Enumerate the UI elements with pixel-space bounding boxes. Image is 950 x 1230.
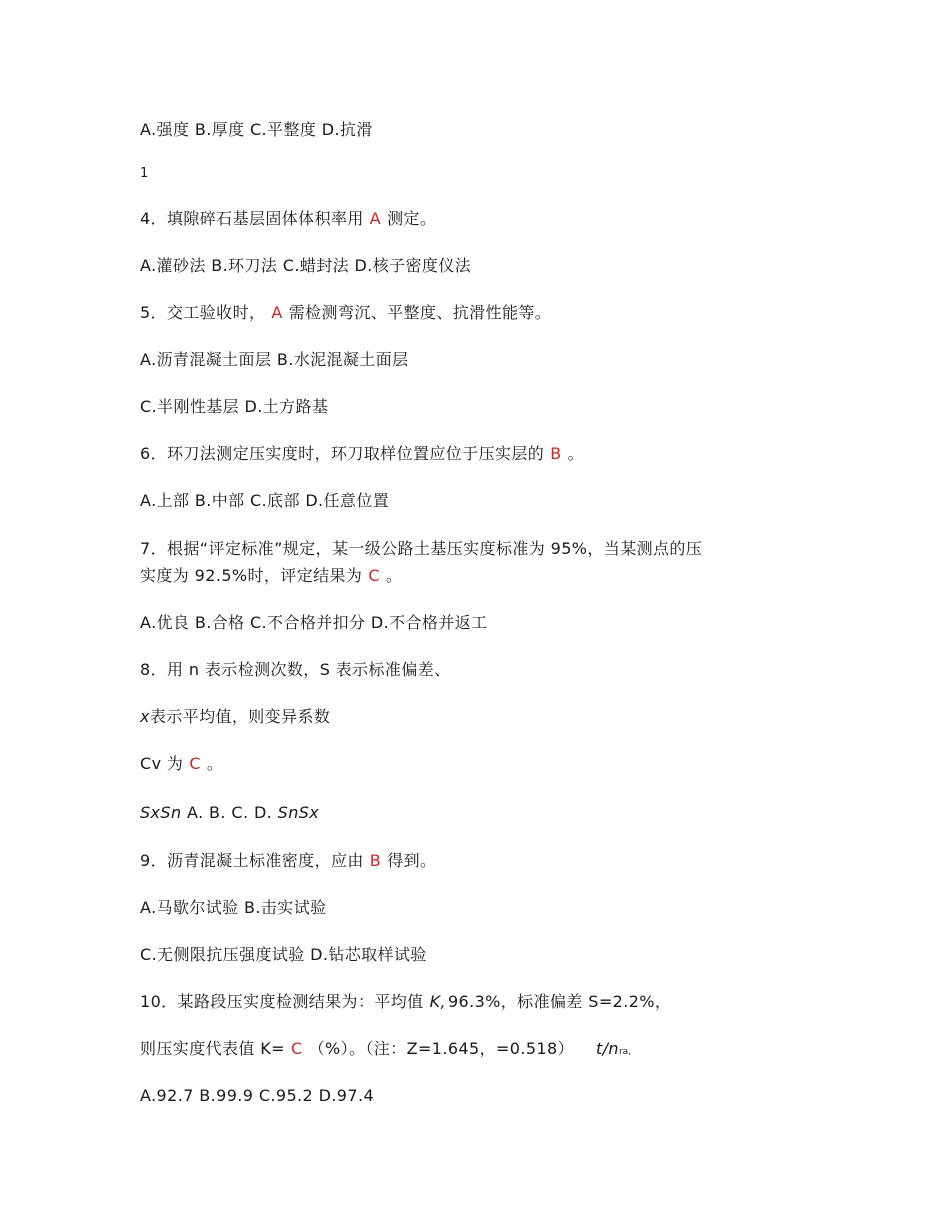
- question-7-line-2: [140, 564, 830, 588]
- q5-options-2: C.半刚性基层 D.土方路基: [140, 397, 329, 416]
- question-5: [140, 301, 830, 325]
- q8-formula-a: SxSn: [140, 803, 182, 822]
- q6-text: 6．环刀法测定压实度时，环刀取样位置应位于压实层的: [140, 444, 545, 463]
- q8-option-letters: A. B. C. D.: [181, 803, 278, 822]
- q5-answer: A: [271, 303, 283, 322]
- q4-text: 4．填隙碎石基层固体体积率用: [140, 209, 364, 228]
- question-4: [140, 207, 830, 231]
- q3-options: A.强度 B.厚度 C.平整度 D.抗滑: [140, 120, 373, 139]
- page-number: 1: [140, 166, 149, 181]
- q8-cv-text: Cv 为: [140, 754, 184, 773]
- question-10-line-2: [140, 1037, 830, 1064]
- q10-k-symbol: K,: [429, 992, 446, 1011]
- question-10-line-1: [140, 990, 830, 1014]
- q9-answer: B: [369, 851, 382, 870]
- q10-text-end: 96.3%，标准偏差 S=2.2%，: [447, 992, 672, 1011]
- q8-formula-b: SnSx: [277, 803, 320, 822]
- q10-subscript: ra,: [618, 1047, 632, 1057]
- q9-text: 9．沥青混凝土标准密度，应由: [140, 851, 364, 870]
- q7-answer: C: [368, 566, 380, 585]
- question-7-line-1: 7．根据“评定标准”规定，某一级公路土基压实度标准为 95%，当某测点的压: [140, 539, 703, 558]
- q4-options: A.灌砂法 B.环刀法 C.蜡封法 D.核子密度仪法: [140, 256, 472, 275]
- q10-tn-formula: t/n: [595, 1039, 619, 1058]
- q10-options: A.92.7 B.99.9 C.95.2 D.97.4: [140, 1086, 375, 1105]
- q5-text: 5．交工验收时，: [140, 303, 266, 322]
- q10-answer: C: [291, 1039, 303, 1058]
- q10-note: （%）。（注：Z=1.645，=0.518）: [308, 1039, 574, 1058]
- q6-text-end: 。: [567, 444, 584, 463]
- q8-text-end: 。: [206, 754, 224, 773]
- q8-options: [140, 801, 830, 825]
- q6-options: A.上部 B.中部 C.底部 D.任意位置: [140, 491, 390, 510]
- q7-options: A.优良 B.合格 C.不合格并扣分 D.不合格并返工: [140, 613, 488, 632]
- q4-answer: A: [369, 209, 382, 228]
- q7-text: 实度为 92.5%时，评定结果为: [140, 566, 363, 585]
- q9-options-2: C.无侧限抗压强度试验 D.钻芯取样试验: [140, 945, 427, 964]
- question-9: [140, 849, 830, 873]
- q8-answer: C: [189, 754, 201, 773]
- q9-options-1: A.马歇尔试验 B.击实试验: [140, 898, 327, 917]
- q8-text: 表示平均值，则变异系数: [149, 707, 331, 726]
- question-8-line-1: 8．用 n 表示检测次数，S 表示标准偏差、: [140, 660, 451, 679]
- q4-text-end: 测定。: [387, 209, 437, 228]
- q5-text-end: 需检测弯沉、平整度、抗滑性能等。: [288, 303, 552, 322]
- q9-text-end: 得到。: [387, 851, 437, 870]
- question-6: [140, 442, 830, 466]
- q10-text: 10．某路段压实度检测结果为：平均值: [140, 992, 424, 1011]
- q5-options-1: A.沥青混凝土面层 B.水泥混凝土面层: [140, 350, 409, 369]
- q8-x-symbol: x: [140, 707, 150, 726]
- q10-line2-text: 则压实度代表值 K=: [140, 1039, 285, 1058]
- q6-answer: B: [550, 444, 562, 463]
- question-8-line-2: [140, 705, 830, 729]
- q7-text-end: 。: [385, 566, 403, 585]
- question-8-line-3: [140, 752, 830, 776]
